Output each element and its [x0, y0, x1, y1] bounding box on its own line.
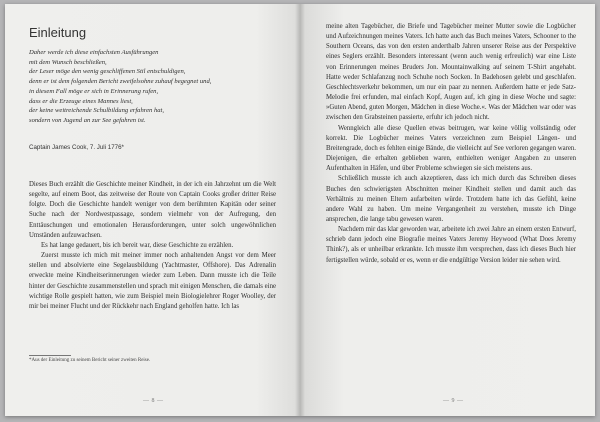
epigraph-line: Daher werde ich diese einfachsten Ausführungen [29, 49, 159, 56]
left-body-text [29, 180, 276, 312]
body-paragraph: Dieses Buch erzählt die Geschichte meiner Kindheit, in der ich ein Jahrzehnt um die Welt segelte, auf einem Boot, das zeitweise der Route von Captain Cooks großer dritter Reise folgte. Doch die Geschichte handelt weniger von dem berühmten Kapitän oder seiner Suche nach der Nordwestpassage, sondern vielmehr von der Aufregung, den Enttäuschungen und emotionalen Herausforderungen, unter solch ungewöhnlichen Umständen aufzuwachsen. [29, 181, 276, 239]
epigraph-line: denn er ist dem folgenden Bericht zweifelsohne zuhauf begegnet und, [29, 78, 212, 86]
book-spread [5, 4, 595, 416]
body-paragraph: Schließlich musste ich auch akzeptieren, dass ich mich durch das Schreiben dieses Buches den schwierigsten Abschnitten meiner Kindheit stellen und damit auch das Verhältnis zu meinen Eltern aufarbeiten würde. Trotzdem hatte ich das Gefühl, keine andere Wahl zu haben. Um meine Vergangenheit zu verstehen, musste ich Dinge ansprechen, die lange tabu gewesen waren. [326, 175, 576, 223]
epigraph-line: mit dem Wunsch beschließen, [29, 58, 107, 66]
footnote: *Aus der Einleitung zu seinem Bericht seiner zweiten Reise. [29, 358, 151, 363]
epigraph [29, 48, 269, 126]
chapter-heading: Einleitung [29, 25, 87, 40]
left-page [5, 4, 300, 416]
page-number: — 8 — [143, 398, 164, 404]
epigraph-line: der Leser möge den wenig geschliffenen Stil entschuldigen, [29, 68, 186, 76]
epigraph-line: sondern von Jugend an zur See gefahren ist. [29, 116, 146, 124]
page-number: — 9 — [443, 398, 464, 404]
epigraph-attribution: Captain James Cook, 7. Juli 1776* [29, 144, 124, 151]
footnote-rule [29, 355, 71, 356]
epigraph-line: der keine weitreichende Schulbildung erfahren hat, [29, 107, 165, 115]
body-paragraph: Zuerst musste ich mich mit meiner immer noch anhaltenden Angst vor dem Meer stellen und absolvierte eine Segelausbildung (Yachtmaster, Offshore). Das Adrenalin erweckte meine Kindheitserinnerungen wieder zum Leben. Dann musste ich die Teile hinter der Geschichte zusammenstellen und sprach mit einigen Menschen, die damals eine wichtige Rolle gespielt hatten, wie zum Beispiel mein Biologielehrer Roger Woolley, der mir bei meiner Flucht und der Rückkehr nach England geholfen hatte. Ich las [29, 252, 276, 310]
right-body-text [326, 22, 576, 266]
epigraph-line: in diesem Fall möge er sich in Erinnerung rufen, [29, 87, 159, 95]
body-paragraph: Nachdem mir das klar geworden war, arbeitete ich zwei Jahre an einem ersten Entwurf, schrieb dann jedoch eine Biografie meines Vaters Jeremy Heywood (What Does Jeremy Think?), als er unheilbar erkrankte. Ich musste ihm versprechen, dass ich dieses Buch hier fertigstellen würde, sobald er es, wenn er die endgültige Version leider nie sehen wird. [326, 226, 576, 264]
right-page [300, 4, 595, 416]
epigraph-line: dass er die Erzeuge eines Mannes liest, [29, 97, 133, 105]
body-paragraph: Es hat lange gedauert, bis ich bereit war, diese Geschichte zu erzählen. [41, 241, 234, 249]
book-gutter [295, 4, 305, 416]
body-paragraph: Wenngleich alle diese Quellen etwas beitrugen, war keine völlig vollständig oder korrekt. Die Logbücher meines Vaters verzeichnen zum Beispiel Längen- und Breitengrade, doch es fehlten einige Bände, die vielleicht auf See verloren gegangen waren. Diejenigen, die erhalten geblieben waren, enthielten weniger Angaben zu unseren Aufenthalten in Häfen, und über Probleme schwiegen sie sich meistens aus. [326, 124, 576, 173]
body-paragraph: meine alten Tagebücher, die Briefe und Tagebücher meiner Mutter sowie die Logbücher und Aufzeichnungen meines Vaters. Ich hatte auch das Buch meines Vaters, Schooner to the Southern Oceans, das von den ersten anderthalb Jahren unserer Reise aus der Perspektive eines Seglers erzählt. Besonders interessant (wenn auch wenig erfreulich) war eine Liste von Erinnerungen meines Bruders Jon. Mountainwalking auf seinem T-Shirt angehabt. Hatte weder Schlafanzug noch Schuhe noch Socken. In Badehosen gelebt und geschlafen. Geschlechtsverkehr bekommen, um nur ein paar zu nennen. Außerdem hatte er jede Satz-Melodie frei erfunden, mal einfach Kopf, Augen auf, ich ging in diese Woche und sagte: »Guten Abend, guten Morgen, Mädchen in diese Woche.«. Was der Mädchen war oder was zwischen den Grabsteinen passierte, erfuhr ich jedoch nicht. [326, 23, 576, 122]
